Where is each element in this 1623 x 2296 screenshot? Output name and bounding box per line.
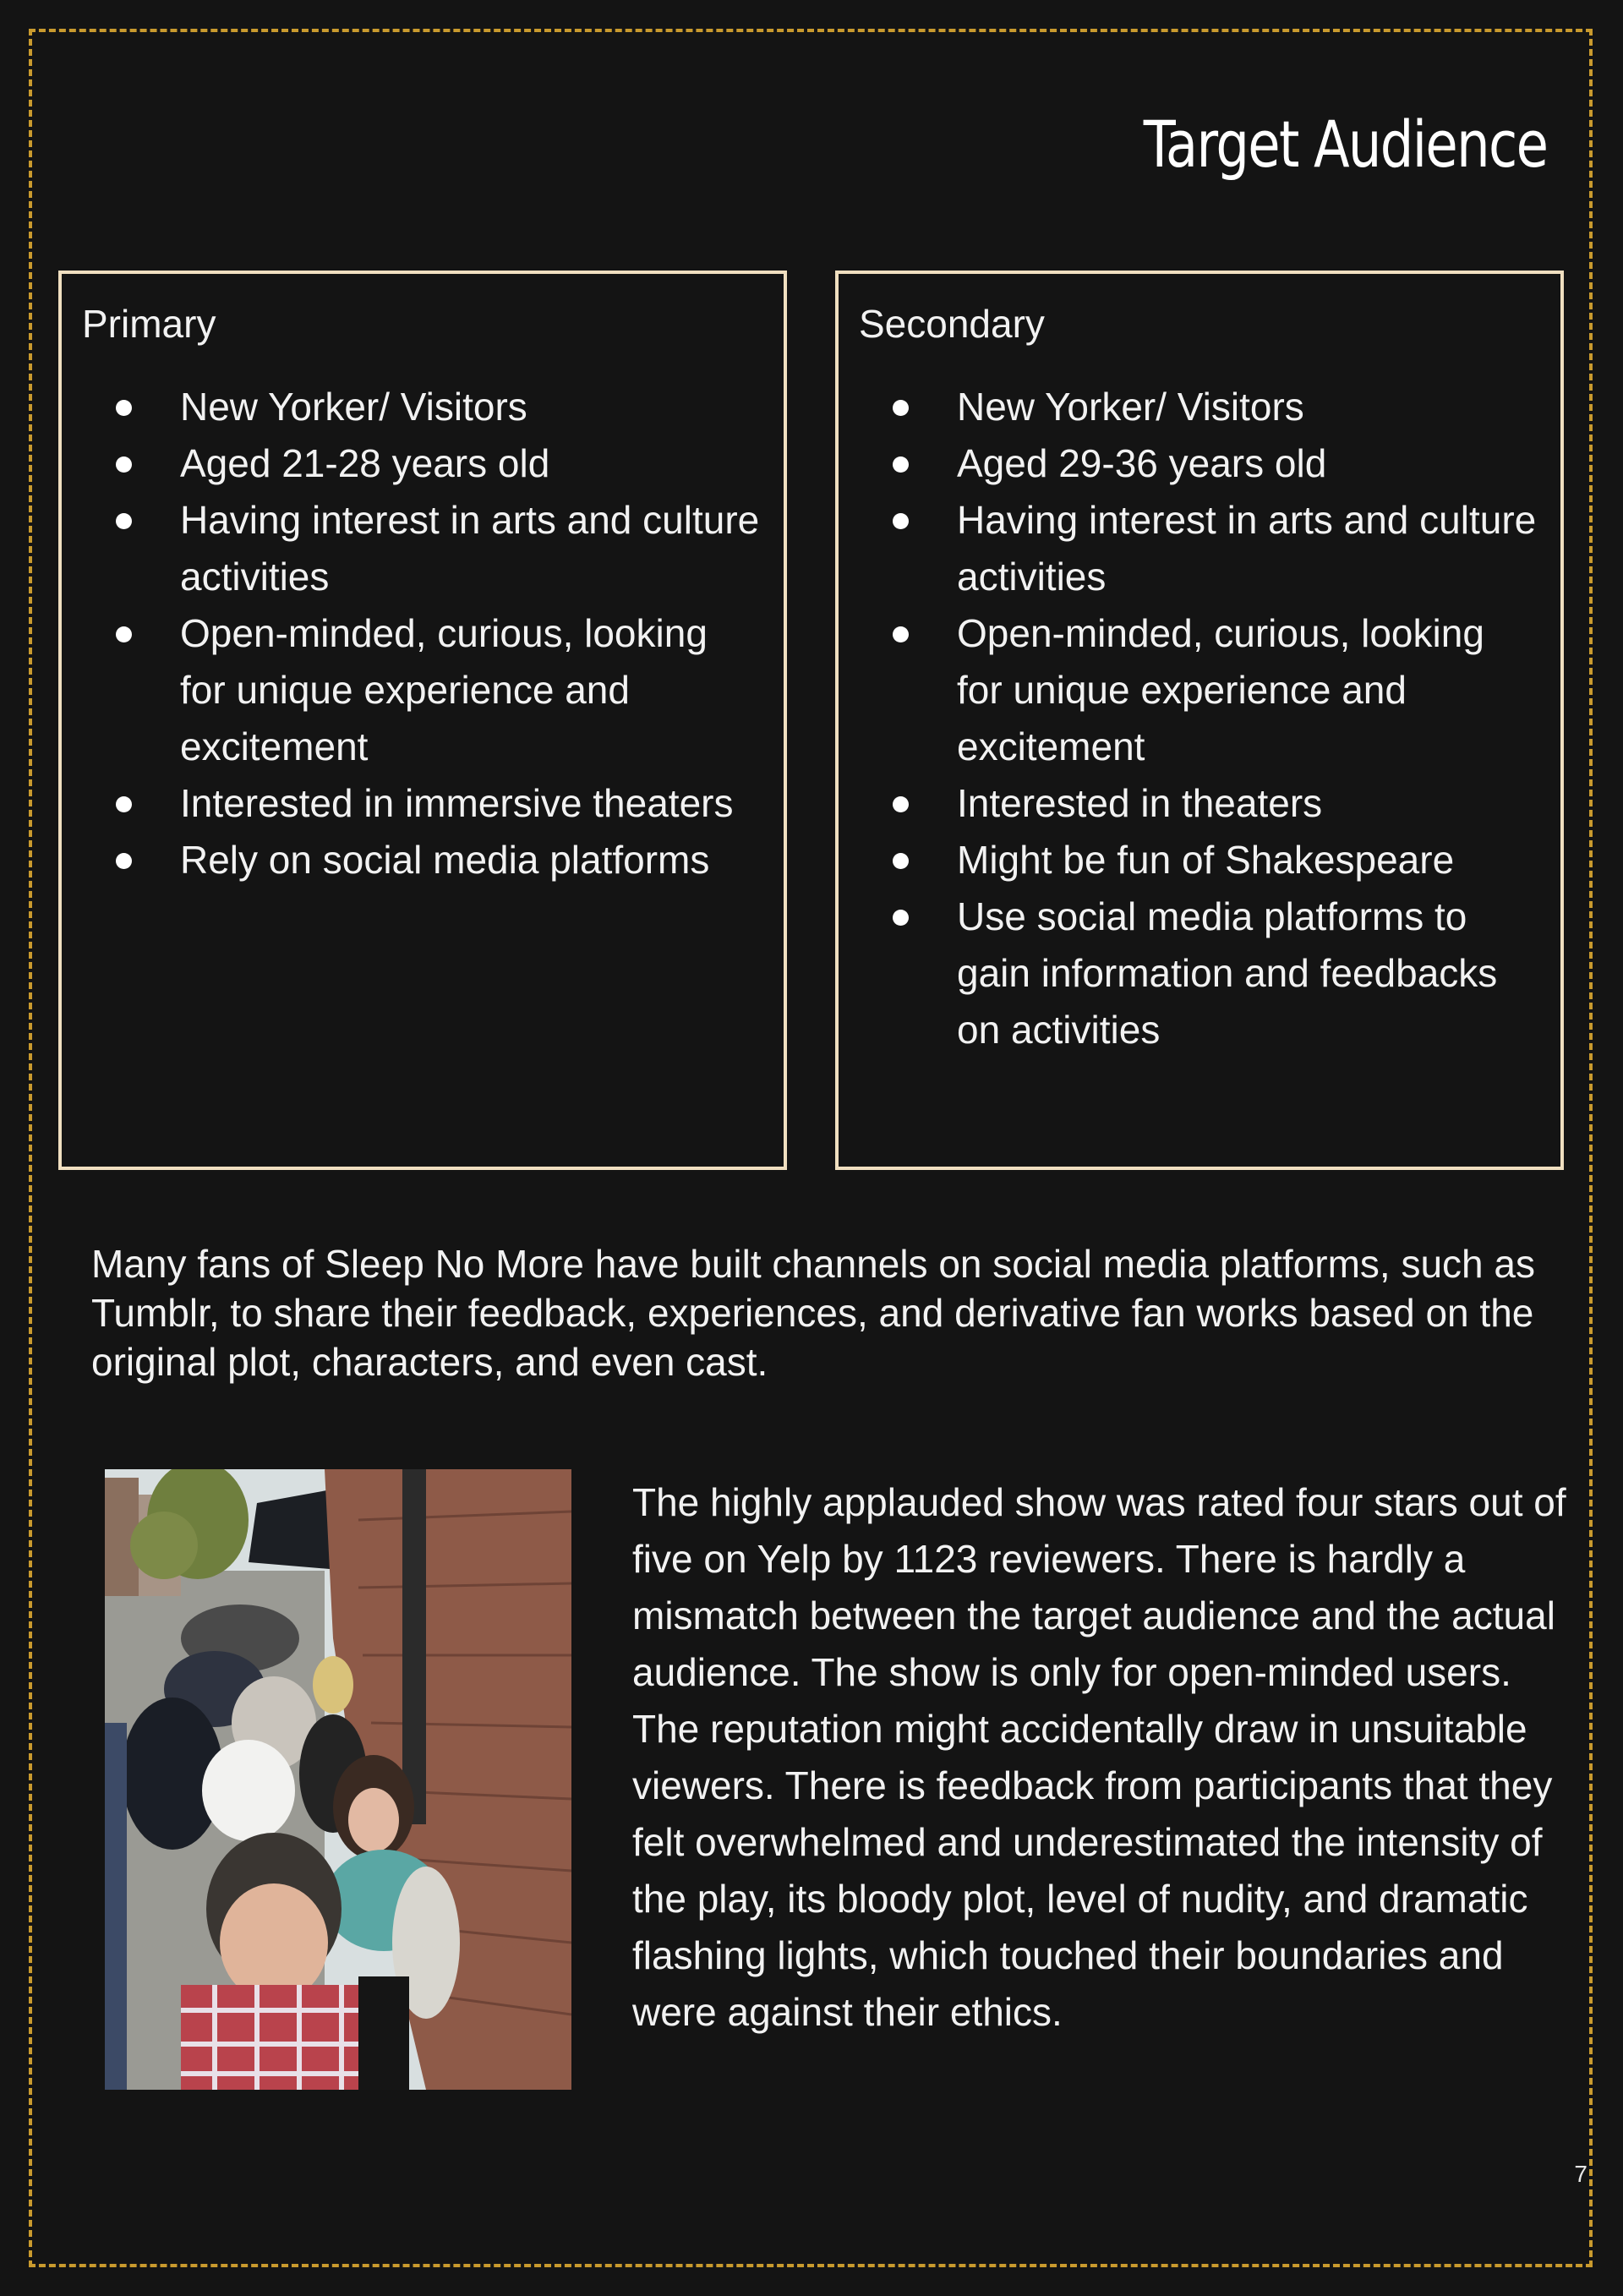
list-item bbox=[859, 605, 1540, 775]
list-item bbox=[859, 888, 1540, 1058]
list-item-text: Open-minded, curious, looking for unique experience and excitement bbox=[180, 611, 708, 768]
list-item-text: Interested in theaters bbox=[957, 781, 1323, 825]
secondary-audience-box bbox=[835, 271, 1564, 1170]
bullet-icon bbox=[893, 400, 909, 416]
primary-list bbox=[82, 379, 763, 888]
fans-paragraph: Many fans of Sleep No More have built channels on social media platforms, such as Tumblr, to share their feedback, experiences, and derivative fan works based on the original plot, characters, and even cast. bbox=[91, 1242, 1535, 1384]
list-item bbox=[82, 832, 763, 888]
list-item-text: Use social media platforms to gain information and feedbacks on activities bbox=[957, 894, 1498, 1052]
bullet-icon bbox=[116, 456, 132, 473]
page-number: 7 bbox=[1574, 2161, 1587, 2187]
yelp-paragraph: The highly applauded show was rated four stars out of five on Yelp by 1123 reviewers. There is hardly a mismatch between the target audience and the actual audience. The show is only for open-minded users. The reputation might accidentally draw in unsuitable viewers. There is feedback from participants that they felt overwhelmed and underestimated the intensity of the play, its bloody plot, level of nudity, and dramatic flashing lights, which touched their boundaries and were against their ethics. bbox=[632, 1480, 1566, 2034]
list-item-text: Interested in immersive theaters bbox=[180, 781, 734, 825]
list-item bbox=[859, 435, 1540, 492]
bullet-icon bbox=[893, 910, 909, 926]
list-item bbox=[859, 379, 1540, 435]
list-item-text: Rely on social media platforms bbox=[180, 838, 710, 882]
secondary-heading: Secondary bbox=[859, 302, 1045, 346]
list-item-text: Aged 21-28 years old bbox=[180, 441, 550, 485]
secondary-list bbox=[859, 379, 1540, 1058]
primary-heading: Primary bbox=[82, 302, 216, 346]
list-item bbox=[859, 832, 1540, 888]
bullet-icon bbox=[116, 513, 132, 529]
list-item bbox=[82, 775, 763, 832]
list-item-text: Having interest in arts and culture activities bbox=[180, 498, 760, 599]
list-item-text: New Yorker/ Visitors bbox=[180, 385, 527, 429]
list-item bbox=[82, 605, 763, 775]
bullet-icon bbox=[893, 626, 909, 642]
list-item-text: Having interest in arts and culture activities bbox=[957, 498, 1537, 599]
list-item bbox=[859, 775, 1540, 832]
list-item-text: New Yorker/ Visitors bbox=[957, 385, 1304, 429]
page-title: Target Audience bbox=[1143, 107, 1547, 182]
bullet-icon bbox=[893, 796, 909, 812]
bullet-icon bbox=[116, 796, 132, 812]
list-item-text: Might be fun of Shakespeare bbox=[957, 838, 1455, 882]
bullet-icon bbox=[116, 400, 132, 416]
bullet-icon bbox=[116, 853, 132, 869]
audience-queue-photo bbox=[105, 1469, 571, 2090]
primary-audience-box bbox=[58, 271, 787, 1170]
list-item-text: Aged 29-36 years old bbox=[957, 441, 1327, 485]
bullet-icon bbox=[893, 853, 909, 869]
list-item bbox=[82, 492, 763, 605]
list-item bbox=[82, 379, 763, 435]
list-item bbox=[859, 492, 1540, 605]
bullet-icon bbox=[893, 456, 909, 473]
list-item-text: Open-minded, curious, looking for unique experience and excitement bbox=[957, 611, 1484, 768]
bullet-icon bbox=[893, 513, 909, 529]
bullet-icon bbox=[116, 626, 132, 642]
list-item bbox=[82, 435, 763, 492]
